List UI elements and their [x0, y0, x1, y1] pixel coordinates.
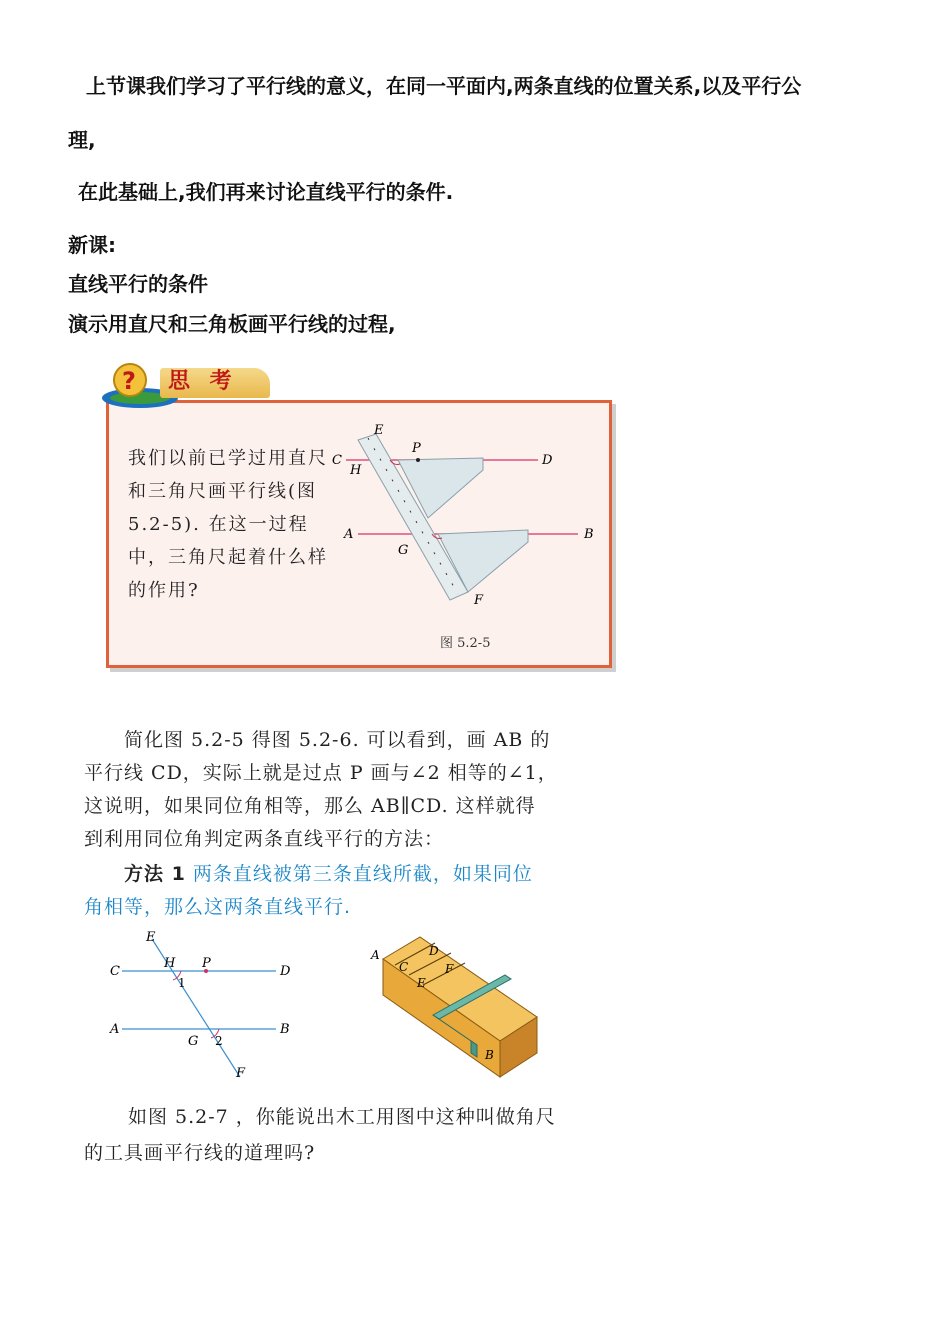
method-text-1: 两条直线被第三条直线所截，如果同位: [192, 863, 533, 885]
fig526-angle-1: 1: [178, 976, 186, 990]
fig527-label-D: D: [429, 944, 439, 958]
think-header: [100, 358, 270, 410]
question-line-2: 的工具画平行线的道理吗?: [84, 1142, 316, 1164]
textbook-line-3: 这说明，如果同位角相等，那么 AB∥CD. 这样就得: [84, 795, 536, 817]
textbook-line-1: 简化图 5.2-5 得图 5.2-6. 可以看到，画 AB 的: [124, 729, 551, 751]
figure-5-2-5: [328, 422, 603, 627]
fig527-label-E: E: [417, 976, 426, 990]
textbook-line-2: 平行线 CD，实际上就是过点 P 画与∠2 相等的∠1，: [84, 762, 558, 784]
fig526-label-D: D: [280, 964, 291, 979]
intro-line-3: 在此基础上,我们再来讨论直线平行的条件.: [78, 180, 454, 204]
label-P: P: [412, 441, 421, 456]
fig526-label-A: A: [110, 1022, 120, 1037]
intro-line-2: 理,: [68, 128, 96, 152]
label-H: H: [350, 463, 362, 478]
fig527-label-A: A: [371, 948, 380, 962]
fig527-label-C: C: [399, 960, 409, 974]
textbook-line-4: 到利用同位角判定两条直线平行的方法：: [84, 828, 445, 850]
intro-line-1: 上节课我们学习了平行线的意义，在同一平面内,两条直线的位置关系,以及平行公: [86, 74, 802, 98]
demo-line: 演示用直尺和三角板画平行线的过程,: [68, 312, 396, 336]
figure-caption: 图 5.2-5: [440, 636, 491, 651]
label-C: C: [332, 453, 342, 468]
method-text-2: 角相等，那么这两条直线平行.: [84, 896, 352, 918]
fig526-label-G: G: [188, 1034, 199, 1049]
fig527-label-F: F: [445, 962, 454, 976]
method-label: 方法 1: [124, 863, 186, 885]
fig526-angle-2: 2: [215, 1034, 223, 1048]
label-D: D: [542, 453, 553, 468]
fig526-label-C: C: [110, 964, 120, 979]
label-F: F: [474, 593, 484, 608]
question-line-1: 如图 5.2-7 ，你能说出木工用图中这种叫做角尺: [128, 1106, 556, 1128]
figure-5-2-6: [100, 925, 300, 1080]
topic-heading: 直线平行的条件: [68, 272, 208, 296]
figure-5-2-7: [365, 935, 545, 1080]
think-question: 我们以前已学过用直尺和三角尺画平行线(图 5.2-5). 在这一过程中，三角尺起着什么样的作用?: [128, 448, 328, 601]
fig526-label-F: F: [236, 1066, 246, 1080]
fig526-label-E: E: [146, 930, 156, 945]
label-B: B: [584, 527, 594, 542]
new-lesson-heading: 新课:: [68, 233, 116, 257]
label-E: E: [374, 423, 384, 438]
fig526-label-B: B: [280, 1022, 290, 1037]
fig526-label-H: H: [164, 956, 176, 971]
label-A: A: [344, 527, 354, 542]
svg-text:?: ?: [122, 367, 136, 395]
label-G: G: [398, 543, 409, 558]
method-line-1: [124, 859, 533, 886]
fig527-label-B: B: [485, 1048, 494, 1062]
think-title: 思 考: [168, 368, 238, 394]
fig526-label-P: P: [202, 956, 211, 971]
think-box: [100, 358, 615, 670]
